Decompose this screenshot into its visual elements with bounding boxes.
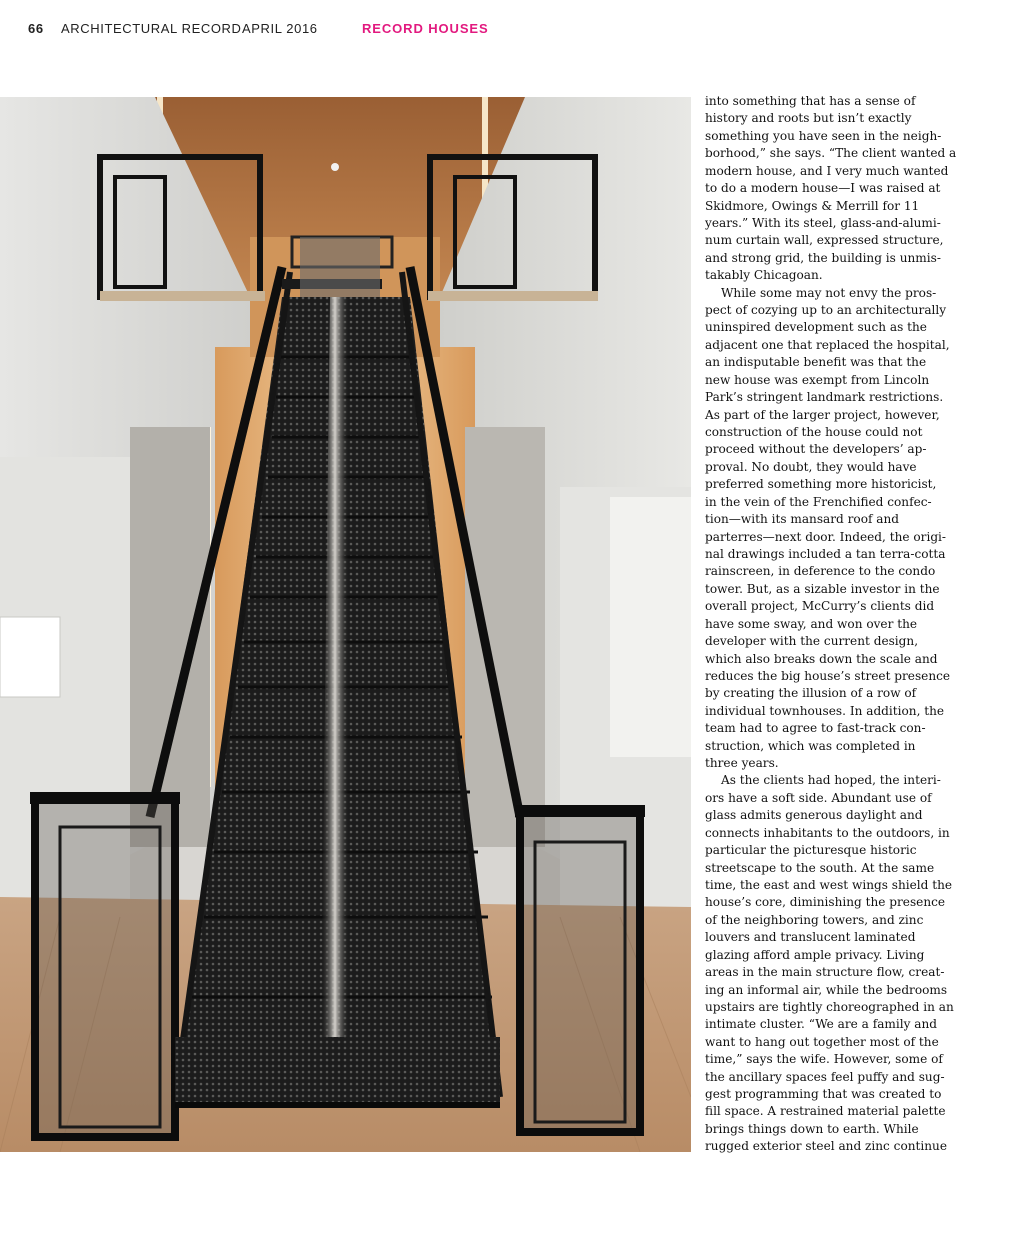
text-line: proval. No doubt, they would have <box>705 459 917 474</box>
text-line: proceed without the developers’ ap- <box>705 442 927 457</box>
text-line: developer with the current design, <box>705 634 919 649</box>
text-line: reduces the big house’s street presence <box>705 668 951 683</box>
text-line: have some sway, and won over the <box>705 616 918 631</box>
text-line: overall project, McCurry’s clients did <box>705 599 935 614</box>
text-line: of the neighboring towers, and zinc <box>705 912 924 927</box>
text-line: in the vein of the Frenchified confec- <box>705 494 932 509</box>
text-line: three years. <box>705 756 779 771</box>
text-line: want to hang out together most of the <box>705 1034 939 1049</box>
text-line: tower. But, as a sizable investor in the <box>705 581 940 596</box>
text-line: years.” With its steel, glass-and-alumi- <box>705 215 941 230</box>
article-paragraph <box>705 772 955 1155</box>
issue-date: APRIL 2016 <box>242 21 318 36</box>
text-line: glazing afford ample privacy. Living <box>705 947 925 962</box>
text-line: intimate cluster. “We are a family and <box>705 1017 938 1032</box>
text-line: gest programming that was created to <box>705 1087 942 1102</box>
text-line: louvers and translucent laminated <box>705 930 916 945</box>
text-line: the ancillary spaces feel puffy and sug- <box>705 1069 945 1084</box>
text-line: Park’s stringent landmark restrictions. <box>705 390 944 405</box>
text-line: brings things down to earth. While <box>705 1121 919 1136</box>
text-line: rainscreen, in deference to the condo <box>705 564 936 579</box>
text-line: uninspired development such as the <box>705 320 927 335</box>
article-body-column <box>705 93 955 1156</box>
text-line: history and roots but isn’t exactly <box>705 111 912 126</box>
text-line: into something that has a sense of <box>705 94 916 108</box>
text-line: construction of the house could not <box>705 425 923 440</box>
text-line: time, the east and west wings shield the <box>705 877 953 892</box>
text-line: As part of the larger project, however, <box>705 407 940 422</box>
text-line: takably Chicagoan. <box>705 268 823 283</box>
magazine-name: ARCHITECTURAL RECORD <box>61 21 242 36</box>
text-line: pect of cozying up to an architecturally <box>705 303 947 318</box>
text-line: team had to agree to fast-track con- <box>705 721 926 736</box>
staircase-photo <box>0 97 691 1152</box>
text-line: num curtain wall, expressed structure, <box>705 233 944 248</box>
text-line: adjacent one that replaced the hospital, <box>705 337 950 352</box>
text-line: particular the picturesque historic <box>705 843 917 858</box>
text-line: fill space. A restrained material palette <box>705 1104 946 1119</box>
text-line: ing an informal air, while the bedrooms <box>705 982 948 997</box>
text-line: upstairs are tightly choreographed in an <box>705 999 954 1014</box>
text-line: something you have seen in the neigh- <box>705 128 942 143</box>
text-line: Skidmore, Owings & Merrill for 11 <box>705 198 920 213</box>
text-line: tion—with its mansard roof and <box>705 512 900 527</box>
text-line: areas in the main structure flow, creat- <box>705 965 945 980</box>
text-line: While some may not envy the pros- <box>721 285 937 300</box>
text-line: and strong grid, the building is unmis- <box>705 250 941 265</box>
text-line: preferred something more historicist, <box>705 477 937 492</box>
text-line: rugged exterior steel and zinc continue <box>705 1139 947 1154</box>
page-number: 66 <box>28 21 44 36</box>
text-line: struction, which was completed in <box>705 738 916 753</box>
text-line: which also breaks down the scale and <box>705 651 938 666</box>
article-paragraph <box>705 93 955 285</box>
text-line: As the clients had hoped, the interi- <box>721 773 941 788</box>
text-line: time,” says the wife. However, some of <box>705 1052 943 1067</box>
text-line: new house was exempt from Lincoln <box>705 372 930 387</box>
text-line: streetscape to the south. At the same <box>705 860 935 875</box>
text-line: parterres—next door. Indeed, the origi- <box>705 529 947 544</box>
text-line: individual townhouses. In addition, the <box>705 703 945 718</box>
text-line: ors have a soft side. Abundant use of <box>705 790 932 805</box>
text-line: house’s core, diminishing the presence <box>705 895 946 910</box>
section-label: RECORD HOUSES <box>362 21 489 36</box>
article-paragraph <box>705 285 955 773</box>
text-line: borhood,” she says. “The client wanted a <box>705 146 957 161</box>
text-line: connects inhabitants to the outdoors, in <box>705 825 950 840</box>
text-line: modern house, and I very much wanted <box>705 163 949 178</box>
text-line: to do a modern house—I was raised at <box>705 181 941 196</box>
text-line: glass admits generous daylight and <box>705 808 923 823</box>
text-line: nal drawings included a tan terra-cotta <box>705 546 946 561</box>
text-line: an indisputable benefit was that the <box>705 355 927 370</box>
text-line: by creating the illusion of a row of <box>705 686 917 701</box>
